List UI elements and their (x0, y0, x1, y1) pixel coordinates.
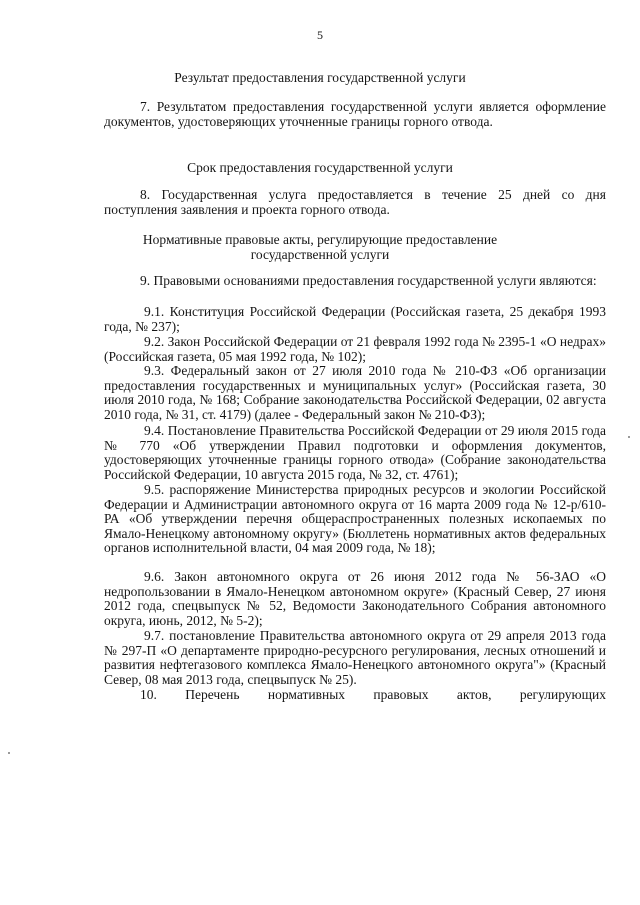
paragraph-7: 7. Результатом предоставления государственной услуги является оформление документов, удостоверяющих уточненные границы горного отвода. (104, 99, 606, 129)
scan-speck (8, 752, 10, 754)
paragraph-9-6: 9.6. Закон автономного округа от 26 июня 2012 года № 56-ЗАО «О недропользовании в Ямало-Ненецком автономном округе» (Красный Север, 27 июня 2012 года, спецвыпуск № 52, Ведомости Законодательного Собрания автономного округа, июнь, 2012, № 5-2); (104, 569, 606, 628)
paragraph-9-5: 9.5. распоряжение Министерства природных ресурсов и экологии Российской Федерации и Администрации автономного округа от 16 марта 2009 года № 12-р/610-РА «Об утверждении перечня общераспространенных полезных ископаемых по Ямало-Ненецкому автономному округу» (Бюллетень нормативных актов федеральных органов исполнительной власти, 04 мая 2009 года, № 18); (104, 482, 606, 556)
term-heading: Срок предоставления государственной услуги (187, 160, 453, 175)
paragraph-10: 10. Перечень нормативных правовых актов, регулирующих (140, 687, 606, 702)
paragraph-9-2: 9.2. Закон Российской Федерации от 21 февраля 1992 года № 2395-1 «О недрах» (Российская газета, 05 мая 1992 года, № 102); (104, 334, 606, 364)
result-heading: Результат предоставления государственной услуги (174, 70, 466, 85)
page-number: 5 (317, 28, 323, 42)
paragraph-9-3: 9.3. Федеральный закон от 27 июля 2010 года № 210-ФЗ «Об организации предоставления государственных и муниципальных услуг» (Российская газета, 30 июля 2010 года, № 168; Собрание законодательства Российской Федерации, 02 августа 2010 года, № 31, ст. 4179) (далее - Федеральный закон № 210-ФЗ); (104, 363, 606, 422)
paragraph-9-1: 9.1. Конституция Российской Федерации (Российская газета, 25 декабря 1993 года, № 237); (104, 304, 606, 334)
paragraph-9: 9. Правовыми основаниями предоставления государственной услуги являются: (140, 273, 597, 288)
scan-speck (628, 436, 630, 438)
paragraph-9-4: 9.4. Постановление Правительства Российской Федерации от 29 июля 2015 года № 770 «Об утверждении Правил подготовки и оформления документов, удостоверяющих уточненные границы горного отвода» (Собрание законодательства Российской Федерации, 10 августа 2015 года, № 32, ст. 4761); (104, 423, 606, 482)
paragraph-8: 8. Государственная услуга предоставляется в течение 25 дней со дня поступления заявления и проекта горного отвода. (104, 187, 606, 217)
acts-heading-line-1: Нормативные правовые акты, регулирующие предоставление (142, 232, 498, 247)
acts-heading-line-2: государственной услуги (250, 247, 390, 262)
paragraph-9-7: 9.7. постановление Правительства автономного округа от 29 апреля 2013 года № 297-П «О департаменте природно-ресурсного регулирования, лесных отношений и развития нефтегазового комплекса Ямало-Ненецкого автономного округа"» (Красный Север, 08 мая 2013 года, спецвыпуск № 25). (104, 628, 606, 687)
